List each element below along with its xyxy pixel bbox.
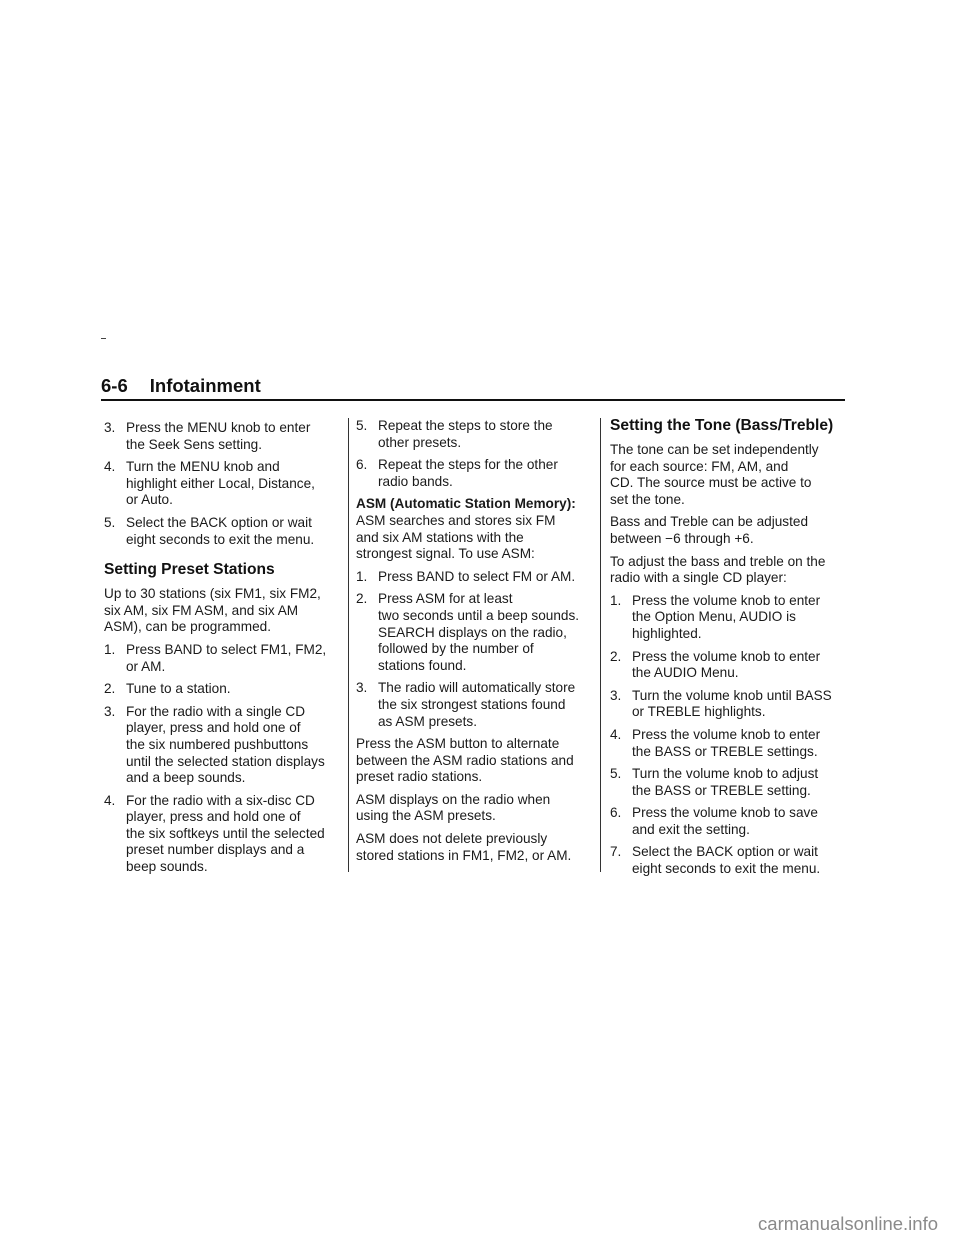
list-item [610,593,848,643]
paragraph [356,736,589,786]
list-item [610,844,848,877]
text-line: Press BAND to select FM or AM. [378,568,576,584]
step-number: 2. [104,681,116,697]
text-line: eight seconds to exit the menu. [632,861,821,877]
heading-setting-preset-stations: Setting Preset Stations [104,561,275,579]
asm-notes [356,736,589,864]
text-line: For the radio with a single CD [126,703,306,719]
text-line: Up to 30 stations (six FM1, six FM2, [104,586,321,602]
text-line: ASM), can be programmed. [104,619,271,635]
list-item [104,420,336,453]
text-line: highlight either Local, Distance, [126,475,315,491]
text-line: Repeat the steps for the other [378,457,558,473]
watermark-text: carmanualsonline.info [758,1213,938,1234]
steps-list-repeat [356,418,589,490]
text-line: CD. The source must be active to [610,475,812,491]
text-line: Turn the MENU knob and [126,459,280,475]
asm-title: ASM (Automatic Station Memory): [356,496,576,512]
text-line: The radio will automatically store [378,680,576,696]
step-number: 4. [104,792,116,808]
text-line: Press the volume knob to save [632,805,818,821]
step-number: 7. [610,844,622,860]
text-line: Repeat the steps to store the [378,418,553,433]
text-line: Turn the volume knob until BASS [632,687,832,703]
paragraph [356,831,589,864]
list-item [610,805,848,838]
text-line: the BASS or TREBLE setting. [632,782,811,798]
text-line: strongest signal. To use ASM: [356,546,535,562]
text-line: SEARCH displays on the radio, [378,624,567,640]
step-number: 1. [610,592,622,608]
paragraph [356,792,589,825]
page-header [101,372,845,401]
text-line: To adjust the bass and treble on the [610,553,826,569]
text-line: until the selected station displays [126,753,325,769]
text-line: the AUDIO Menu. [632,665,739,681]
preset-intro-paragraph [104,586,336,636]
text-line: Select the BACK option or wait [126,514,312,530]
tone-intro-paragraphs [610,442,848,587]
paragraph [610,554,848,587]
text-line: the six softkeys until the selected [126,825,325,841]
step-number: 6. [610,805,622,821]
list-item [356,569,589,586]
text-line: the six numbered pushbuttons [126,736,309,752]
heading-setting-the-tone: Setting the Tone (Bass/Treble) [610,417,834,434]
text-line: radio with a single CD player: [610,570,787,586]
text-line: the Seek Sens setting. [126,436,263,452]
text-line: for each source: FM, AM, and [610,458,789,474]
column-middle [356,418,589,870]
text-line: or Auto. [126,492,173,508]
text-line: and a beep sounds. [126,770,246,786]
text-line: Tune to a station. [126,681,231,697]
text-line: radio bands. [378,473,453,489]
page-number: 6-6 [101,375,128,396]
step-number: 4. [610,726,622,742]
text-line: eight seconds to exit the menu. [126,531,315,547]
text-line: between −6 through +6. [610,530,754,546]
text-line: stations found. [378,657,467,673]
column-divider-right [600,418,601,872]
text-line: preset number displays and a [126,842,305,858]
column-left [104,420,336,882]
text-line: and exit the setting. [632,821,750,837]
step-number: 5. [356,418,368,433]
text-line: Press the volume knob to enter [632,592,821,608]
text-line: followed by the number of [378,641,534,657]
text-line: Press ASM for at least [378,591,513,607]
column-divider-left [348,418,349,872]
step-number: 1. [356,568,368,584]
steps-list-seek [104,420,336,548]
asm-body [356,513,589,563]
text-line: two seconds until a beep sounds. [378,607,580,623]
text-line: Press BAND to select FM1, FM2, [126,641,327,657]
list-item [104,515,336,548]
text-line: For the radio with a six-disc CD [126,792,315,808]
text-line: using the ASM presets. [356,808,496,824]
step-number: 2. [610,648,622,664]
step-number: 3. [104,703,116,719]
asm-paragraph [356,496,589,562]
text-line: player, press and hold one of [126,809,301,825]
paragraph [610,514,848,547]
corner-crop-mark [101,338,106,339]
paragraph [610,442,848,508]
step-number: 5. [104,514,116,530]
text-line: as ASM presets. [378,713,477,729]
text-line: between the ASM radio stations and [356,752,574,768]
text-line: the Option Menu, AUDIO is [632,609,796,625]
text-line: Press the volume knob to enter [632,648,821,664]
steps-list-asm [356,569,589,730]
text-line: Bass and Treble can be adjusted [610,514,808,530]
step-number: 3. [104,420,116,435]
list-item [104,681,336,698]
text-line: or AM. [126,658,166,674]
text-line: Select the BACK option or wait [632,844,818,860]
list-item [610,766,848,799]
text-line: set the tone. [610,491,685,507]
text-line: or TREBLE highlights. [632,704,766,720]
list-item [610,688,848,721]
text-line: The tone can be set independently [610,442,819,457]
text-line: Press the volume knob to enter [632,726,821,742]
list-item [356,680,589,730]
text-line: the BASS or TREBLE settings. [632,743,818,759]
list-item [356,457,589,490]
text-line: Press the MENU knob to enter [126,420,311,435]
text-line: Turn the volume knob to adjust [632,766,819,782]
step-number: 3. [356,680,368,696]
text-line: six AM, six FM ASM, and six AM [104,602,299,618]
step-number: 2. [356,591,368,607]
text-line: other presets. [378,434,462,450]
text-line: Press the ASM button to alternate [356,736,560,752]
text-line: ASM displays on the radio when [356,791,551,807]
text-line: stored stations in FM1, FM2, or AM. [356,847,572,863]
list-item [610,649,848,682]
text-line: preset radio stations. [356,769,483,785]
text-line: the six strongest stations found [378,696,566,712]
steps-list-tone [610,593,848,878]
steps-list-presets [104,642,336,876]
text-line: beep sounds. [126,859,208,875]
text-line: ASM searches and stores six FM [356,512,556,528]
list-item [104,642,336,675]
step-number: 6. [356,457,368,473]
step-number: 3. [610,687,622,703]
text-line: ASM does not delete previously [356,831,548,847]
list-item [356,591,589,674]
step-number: 1. [104,641,116,657]
list-item [610,727,848,760]
section-title: Infotainment [149,375,261,396]
step-number: 5. [610,766,622,782]
column-right [610,416,848,884]
text-line: player, press and hold one of [126,720,301,736]
list-item [104,704,336,787]
text-line: highlighted. [632,625,702,641]
list-item [104,459,336,509]
text-line: and six AM stations with the [356,529,524,545]
list-item [104,793,336,876]
step-number: 4. [104,459,116,475]
list-item [356,418,589,451]
